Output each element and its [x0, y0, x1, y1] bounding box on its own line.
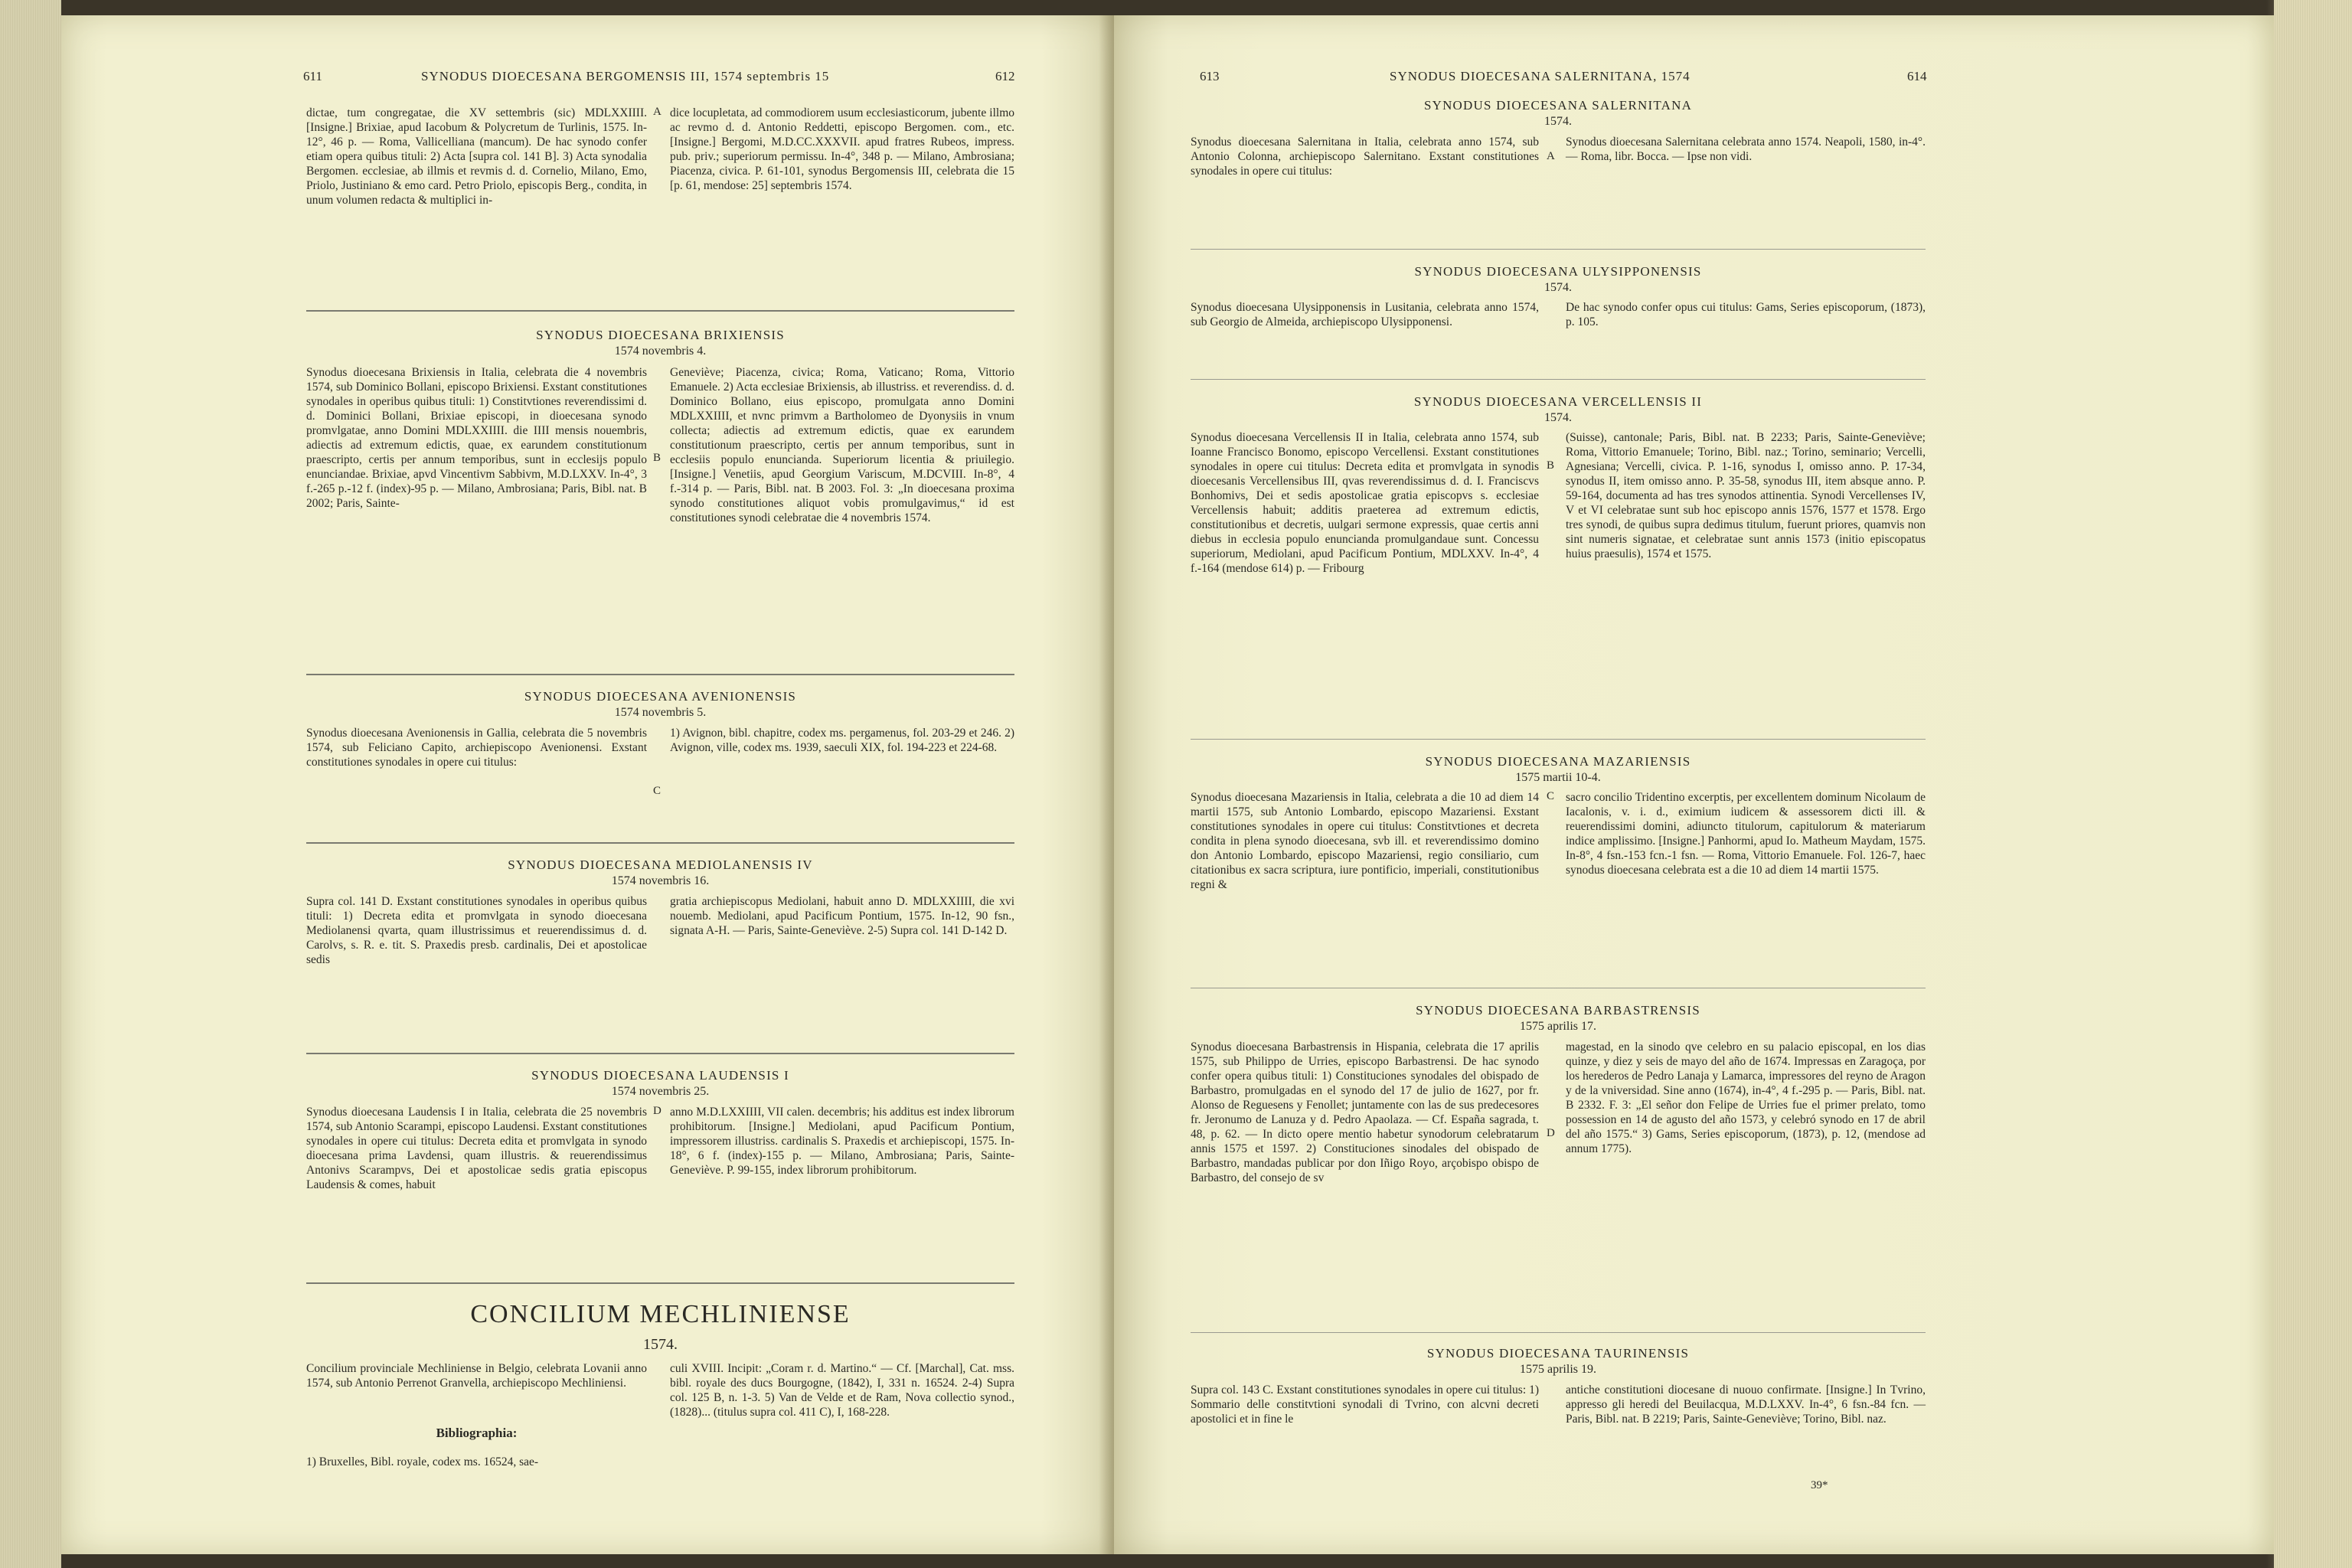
barbastrensis-column-b: magestad, en la sinodo qve celebro en su palacio episcopal, en los dias quinze, y diez y seis de mayo del año de 1674. Impressas en Zaragoça, por los herederos de Pedro Lanaja y Lamarca, impressores del reyno de Aragon y de la vniversidad. Sine anno (1674), in-4°, 4 f.-295 p. — Paris, Bibl. nat. B 2332. F. 3: „El señor don Felipe de Urries fue el primer prelato, tomo possession en 14 de agusto del año 1573, y celebró synodo en 17 de abril del año 1575.“ 3) Gams, Series episcoporum, (1873), p. 12, (mendose ad annum 1775).: [1566, 1040, 1926, 1155]
section-title-mazariensis: SYNODUS DIOECESANA MAZARIENSIS: [1425, 754, 1691, 769]
running-head-right: SYNODUS DIOECESANA SALERNITANA, 1574: [1390, 69, 1690, 83]
margin-letter-d: D: [653, 1105, 662, 1117]
mediolanensis-column-b: gratia archiepiscopus Mediolani, habuit anno D. MDLXXIIII, die xvi nouemb. Mediolani, apud Pacificum Pontium, 1575. In-12, 90 fsn., signata A-H. — Paris, Sainte-Geneviève. 2-5) Supra col. 141 D-142 D.: [670, 895, 1014, 937]
section-date-laudensis: 1574 novembris 25.: [611, 1085, 710, 1098]
barbastrensis-column-a: Synodus dioecesana Barbastrensis in Hispania, celebrata die 17 aprilis 1575, sub Philippo de Urries, episcopo Barbastrensi. De hac synodo confer opera quibus tituli: 1) Constituciones synodales del obispado de Barbastro, promulgadas en el synodo del 17 de julio de 1627, por fr. Alonso de Reguesens y Fenollet; juntamente con las de sus predecesores fr. Jeronumo de Lanuza y d. Pedro Apaolaza. — Cf. España sagrada, t. 48, p. 62. — In dicto opere mentio habetur synodorum celebratarum annis 1575 et 1597. 2) Constituciones sinodales del obispado de Barbastro, mandadas publicar por don Iñigo Royo, arçobispo obispo de Barbastro, del consejo de sv: [1191, 1040, 1539, 1184]
margin-letter-b-right: B: [1547, 459, 1555, 472]
running-head-left: SYNODUS DIOECESANA BERGOMENSIS III, 1574 septembris 15: [421, 69, 830, 83]
margin-letter-c: C: [653, 785, 662, 797]
margin-letter-a-right: A: [1547, 150, 1555, 162]
ulysipponensis-column-b: De hac synodo confer opus cui titulus: Gams, Series episcoporum, (1873), p. 105.: [1566, 301, 1926, 328]
signature-mark: 39*: [1811, 1479, 1828, 1491]
council-date: 1574.: [643, 1336, 678, 1353]
section-rule: [306, 1053, 1014, 1054]
page-edges-right: [2274, 0, 2352, 1568]
laudensis-column-a: Synodus dioecesana Laudensis I in Italia, celebrata die 25 novembris 1574, sub Antonio Scarampi, episcopo Laudensi. Exstant constitutiones synodales in opere cui titulus: Decreta edita et promvlgata in synodo dioecesana prima Lavdensi, quam illustris. & reuerendissimus Antonivs Scarampvs, Dei et apostolicae sedis gratia episcopus Laudensis & comes, habuit: [306, 1106, 647, 1191]
vercellensis-column-a: Synodus dioecesana Vercellensis II in Italia, celebrata anno 1574, sub Ioanne Francisco Bonomo, episcopo Vercellensi. Exstant constitutiones synodales in opere cui titulus: Decreta edita et promvlgata in synodis dioecesanis Vercellensibus III, qvas reverendissimus d. d. I. Franciscvs Bonhomivs, Dei et sedis apostolicae gratia episcopvs s. ecclesiae Vercellensis habuit; additis praeterea ad extremum edictis, constitutionibus et decretis, uulgari sermone expressis, quae certis anni diebus in ecclesia populo enuncianda promulgandaue sunt. Concessu superiorum, Mediolani, apud Pacificum Pontium, MDLXXV. In-4°, 4 f.-164 (mendose 614) p. — Fribourg: [1191, 431, 1539, 575]
section-title-laudensis: SYNODUS DIOECESANA LAUDENSIS I: [531, 1068, 789, 1083]
section-rule: [306, 842, 1014, 844]
section-rule: [306, 674, 1014, 675]
page-number-left-outer: 611: [303, 69, 322, 83]
top-column-b: dice locupletata, ad commodiorem usum ecclesiasticorum, jubente illmo ac revmo d. d. Antonio Reddetti, episcopo Bergomen. com., etc. [Insigne.] Bergomi, M.D.CC.XXXVII. apud fratres Rubeos, impress. pub. priv.; superiorum permissu. In-4°, 348 p. — Milano, Ambrosiana; Piacenza, civica. P. 61-101, synodus Bergomensis III, celebrata die 15 [p. 61, mendose: 25] septembris 1574.: [670, 106, 1014, 192]
page-number-right-inner: 613: [1200, 69, 1220, 83]
margin-letter-d-right: D: [1547, 1127, 1555, 1139]
ulysipponensis-column-a: Synodus dioecesana Ulysipponensis in Lusitania, celebrata anno 1574, sub Georgio de Almeida, archiepiscopo Ulysipponensi.: [1191, 301, 1539, 328]
section-date-mazariensis: 1575 martii 10-4.: [1515, 771, 1601, 784]
section-title-brixiensis: SYNODUS DIOECESANA BRIXIENSIS: [536, 328, 785, 342]
brixiensis-column-a: Synodus dioecesana Brixiensis in Italia, celebrata die 4 novembris 1574, sub Dominico Bollani, episcopo Brixiensi. Exstant constitutiones synodales in operibus quibus tituli: 1) Constitvtiones reverendissimi d. d. Dominici Bollani, Brixiae episcopi, in dioecesana synodo promvlgatae, anno Domini MDLXXIIII. die IIII mensis nouembris, adiectis ad extremum edictis, quae, ex earundem constitutionum praescripto, certis per annum temporibus, sunt in ecclesijs populo enunciandae. Brixiae, apvd Vincentivm Sabbivm, M.D.LXXV. In-4°, 3 f.-265 p.-12 f. (index)-95 p. — Milano, Ambrosiana; Paris, Bibl. nat. B 2002; Paris, Sainte-: [306, 366, 647, 510]
mazariensis-column-a: Synodus dioecesana Mazariensis in Italia, celebrata a die 10 ad diem 14 martii 1575, sub Antonio Lombardo, episcopo Mazariensi. Exstant constitutiones synodales in opere cui titulus: Constitvtiones et decreta condita in plena synodo dioecesana, svb ill. et reverendissimo domino don Antonio Lombardo, episcopo Mazariensi, regio consiliario, cum citationibus ex sacra scriptura, iure pontificio, imperiali, constitutionibus regni &: [1191, 791, 1539, 891]
section-rule: [306, 310, 1014, 312]
vercellensis-column-b: (Suisse), cantonale; Paris, Bibl. nat. B 2233; Paris, Sainte-Geneviève; Roma, Vittorio Emanuele; Torino, Bibl. naz.; Torino, seminario; Vercelli, Agnesiana; Vercelli, civica. P. 1-16, synodus I, omisso anno. P. 17-34, synodus II, item omisso anno. P. 35-58, synodus III, item absque anno. P. 59-164, documenta ad has tres synodos attinentia. Synodi Vercellenses IV, V et VI celebratae sunt sub hoc episcopo annis 1576, 1577 et 1578. Ergo tres synodi, de quibus supra dedimus titulum, fuerunt priores, quamvis non sint numeris signatae, et celebratae sunt annis 1573 (initio episcopatus huius praesulis), 1574 et 1575.: [1566, 431, 1926, 560]
margin-letter-a: A: [653, 106, 662, 118]
section-rule: [1191, 379, 1926, 380]
council-title: CONCILIUM MECHLINIENSE: [470, 1300, 851, 1328]
section-date-brixiensis: 1574 novembris 4.: [614, 345, 707, 358]
section-title-ulysipponensis: SYNODUS DIOECESANA ULYSIPPONENSIS: [1414, 264, 1702, 279]
section-title-taurinensis: SYNODUS DIOECESANA TAURINENSIS: [1426, 1346, 1690, 1361]
mazariensis-column-b: sacro concilio Tridentino excerptis, per excellentem dominum Nicolaum de Iacalonis, v. i. d., eximium iudicem & assessorem dicti ill. & reuerendissimi domini, adiuncto titulorum, capitulorum & materiarum indice amplissimo. [Insigne.] Panhormi, apud Io. Matheum Maydam, 1575. In-8°, 4 fsn.-153 fcn.-1 fsn. — Roma, Vittorio Emanuele. Fol. 126-7, haec synodus dioecesana celebrata est a die 10 ad diem 14 martii 1575.: [1566, 791, 1926, 877]
section-title-barbastrensis: SYNODUS DIOECESANA BARBASTRENSIS: [1416, 1003, 1700, 1018]
section-date-taurinensis: 1575 aprilis 19.: [1520, 1363, 1596, 1376]
section-date-ulysipponensis: 1574.: [1544, 281, 1572, 294]
page-number-left-inner: 612: [995, 69, 1015, 83]
taurinensis-column-b: antiche constitutioni diocesane di nuouo confirmate. [Insigne.] In Tvrino, appresso gli heredi del Beuilacqua, M.D.LXXV. In-4°, 6 fsn.-84 fcn. — Paris, Bibl. nat. B 2219; Paris, Sainte-Geneviève; Torino, Bibl. naz.: [1566, 1383, 1926, 1426]
section-rule: [1191, 249, 1926, 250]
avenionensis-column-b: 1) Avignon, bibl. chapitre, codex ms. pergamenus, fol. 203-29 et 246. 2) Avignon, ville, codex ms. 1939, saeculi XIX, fol. 194-223 et 224-68.: [670, 727, 1014, 754]
section-date-mediolanensis: 1574 novembris 16.: [611, 874, 710, 887]
council-column-b: culi XVIII. Incipit: „Coram r. d. Martino.“ — Cf. [Marchal], Cat. mss. bibl. royale des ducs Bourgogne, (1842), I, 331 n. 16524. 2-4) Supra col. 125 B, n. 1-3. 5) Van de Velde et de Ram, Nova collectio synod., (1828)... (titulus supra col. 411 C), I, 168-228.: [670, 1362, 1014, 1419]
section-title-avenionensis: SYNODUS DIOECESANA AVENIONENSIS: [524, 689, 797, 704]
margin-letter-c-right: C: [1547, 790, 1555, 802]
page-number-right-outer: 614: [1907, 69, 1927, 83]
section-title-vercellensis: SYNODUS DIOECESANA VERCELLENSIS II: [1413, 394, 1703, 409]
top-column-a: dictae, tum congregatae, die XV settembris (sic) MDLXXIIII. [Insigne.] Brixiae, apud Iacobum & Polycretum de Turlinis, 1575. In-12°, 46 p. — Roma, Vallicelliana (mancum). De hac synodo confer etiam opera quibus tituli: 2) Acta [supra col. 141 B]. 3) Acta synodalia Bergomen. ecclesiae, ab illmis et revmis d. d. Cornelio, Milano, Emo, Priolo, Justiniano & emo card. Petro Priolo, episcopis Berg., condita, in unum volumen redacta & multiplici in-: [306, 106, 647, 207]
left-page: [61, 15, 1114, 1554]
right-page: [1114, 15, 2274, 1554]
page-edges-left: [0, 0, 61, 1568]
section-date-avenionensis: 1574 novembris 5.: [614, 706, 707, 719]
mediolanensis-column-a: Supra col. 141 D. Exstant constitutiones synodales in operibus quibus tituli: 1) Decreta edita et promvlgata in synodo dioecesana Mediolanensi qvarta, quam illustrissimus et reuerendissimus d. d. Carolvs, s. R. e. tit. S. Praxedis presb. cardinalis, Dei et apostolicae sedis: [306, 895, 647, 966]
section-rule: [1191, 1332, 1926, 1333]
section-date-vercellensis: 1574.: [1544, 411, 1572, 424]
section-rule: [1191, 739, 1926, 740]
council-column-a-cont: 1) Bruxelles, Bibl. royale, codex ms. 16524, sae-: [306, 1455, 539, 1468]
salernitana-column-b: Synodus dioecesana Salernitana celebrata anno 1574. Neapoli, 1580, in-4°. — Roma, libr. Bocca. — Ipse non vidi.: [1566, 136, 1926, 163]
section-title-salernitana: SYNODUS DIOECESANA SALERNITANA: [1423, 98, 1693, 113]
laudensis-column-b: anno M.D.LXXIIII, VII calen. decembris; his additus est index librorum prohibitorum. [Insigne.] Mediolani, apud Pacificum Pontium, impressorem illustriss. cardinalis S. Praxedis et archiepiscopi, 1575. In-18°, 6 f. (index)-155 p. — Milano, Ambrosiana; Paris, Sainte-Geneviève. P. 99-155, index librorum prohibitorum.: [670, 1106, 1014, 1177]
section-date-salernitana: 1574.: [1544, 115, 1572, 128]
section-title-mediolanensis: SYNODUS DIOECESANA MEDIOLANENSIS IV: [508, 858, 813, 872]
salernitana-column-a: Synodus dioecesana Salernitana in Italia, celebrata anno 1574, sub Antonio Colonna, archiepiscopo Salernitano. Exstant constitutiones synodales in opere cui titulus:: [1191, 136, 1539, 178]
bibliography-heading: Bibliographia:: [436, 1426, 518, 1440]
avenionensis-column-a: Synodus dioecesana Avenionensis in Gallia, celebrata die 5 novembris 1574, sub Feliciano Capito, archiepiscopo Avenionensi. Exstant constitutiones synodales in opere cui titulus:: [306, 727, 647, 769]
section-date-barbastrensis: 1575 aprilis 17.: [1520, 1020, 1596, 1033]
council-column-a: Concilium provinciale Mechliniense in Belgio, celebrata Lovanii anno 1574, sub Antonio Perrenot Granvella, archiepiscopo Mechliniensi.: [306, 1362, 647, 1390]
section-rule: [306, 1282, 1014, 1284]
taurinensis-column-a: Supra col. 143 C. Exstant constitutiones synodales in opere cui titulus: 1) Sommario delle constitvtioni synodali di Tvrino, con alcvni decreti apostolici et in fine le: [1191, 1383, 1539, 1426]
brixiensis-column-b: Geneviève; Piacenza, civica; Roma, Vaticano; Roma, Vittorio Emanuele. 2) Acta ecclesiae Brixiensis, ab illustriss. et reverendiss. d. d. Dominico Bollano, eius episcopo, promulgata anno Domini MDLXXIIII, et nvnc primvm a Bartholomeo de Dyonysiis in vnum collecta; adiectis ad extremum edictis, quae ex earundem constitutionum praescripto, certis per annum temporibus, sunt in ecclesiis populo enuncianda. Superiorum licentia & priuilegio. [Insigne.] Venetiis, apud Georgium Variscum, M.DCVIII. In-8°, 4 f.-314 p. — Paris, Bibl. nat. B 2003. Fol. 3: „In dioecesana proxima synodo constitutiones aliquot vobis promulgavimus,“ id est constitutiones synodi celebratae die 4 novembris 1574.: [670, 366, 1014, 524]
margin-letter-b: B: [653, 452, 662, 464]
